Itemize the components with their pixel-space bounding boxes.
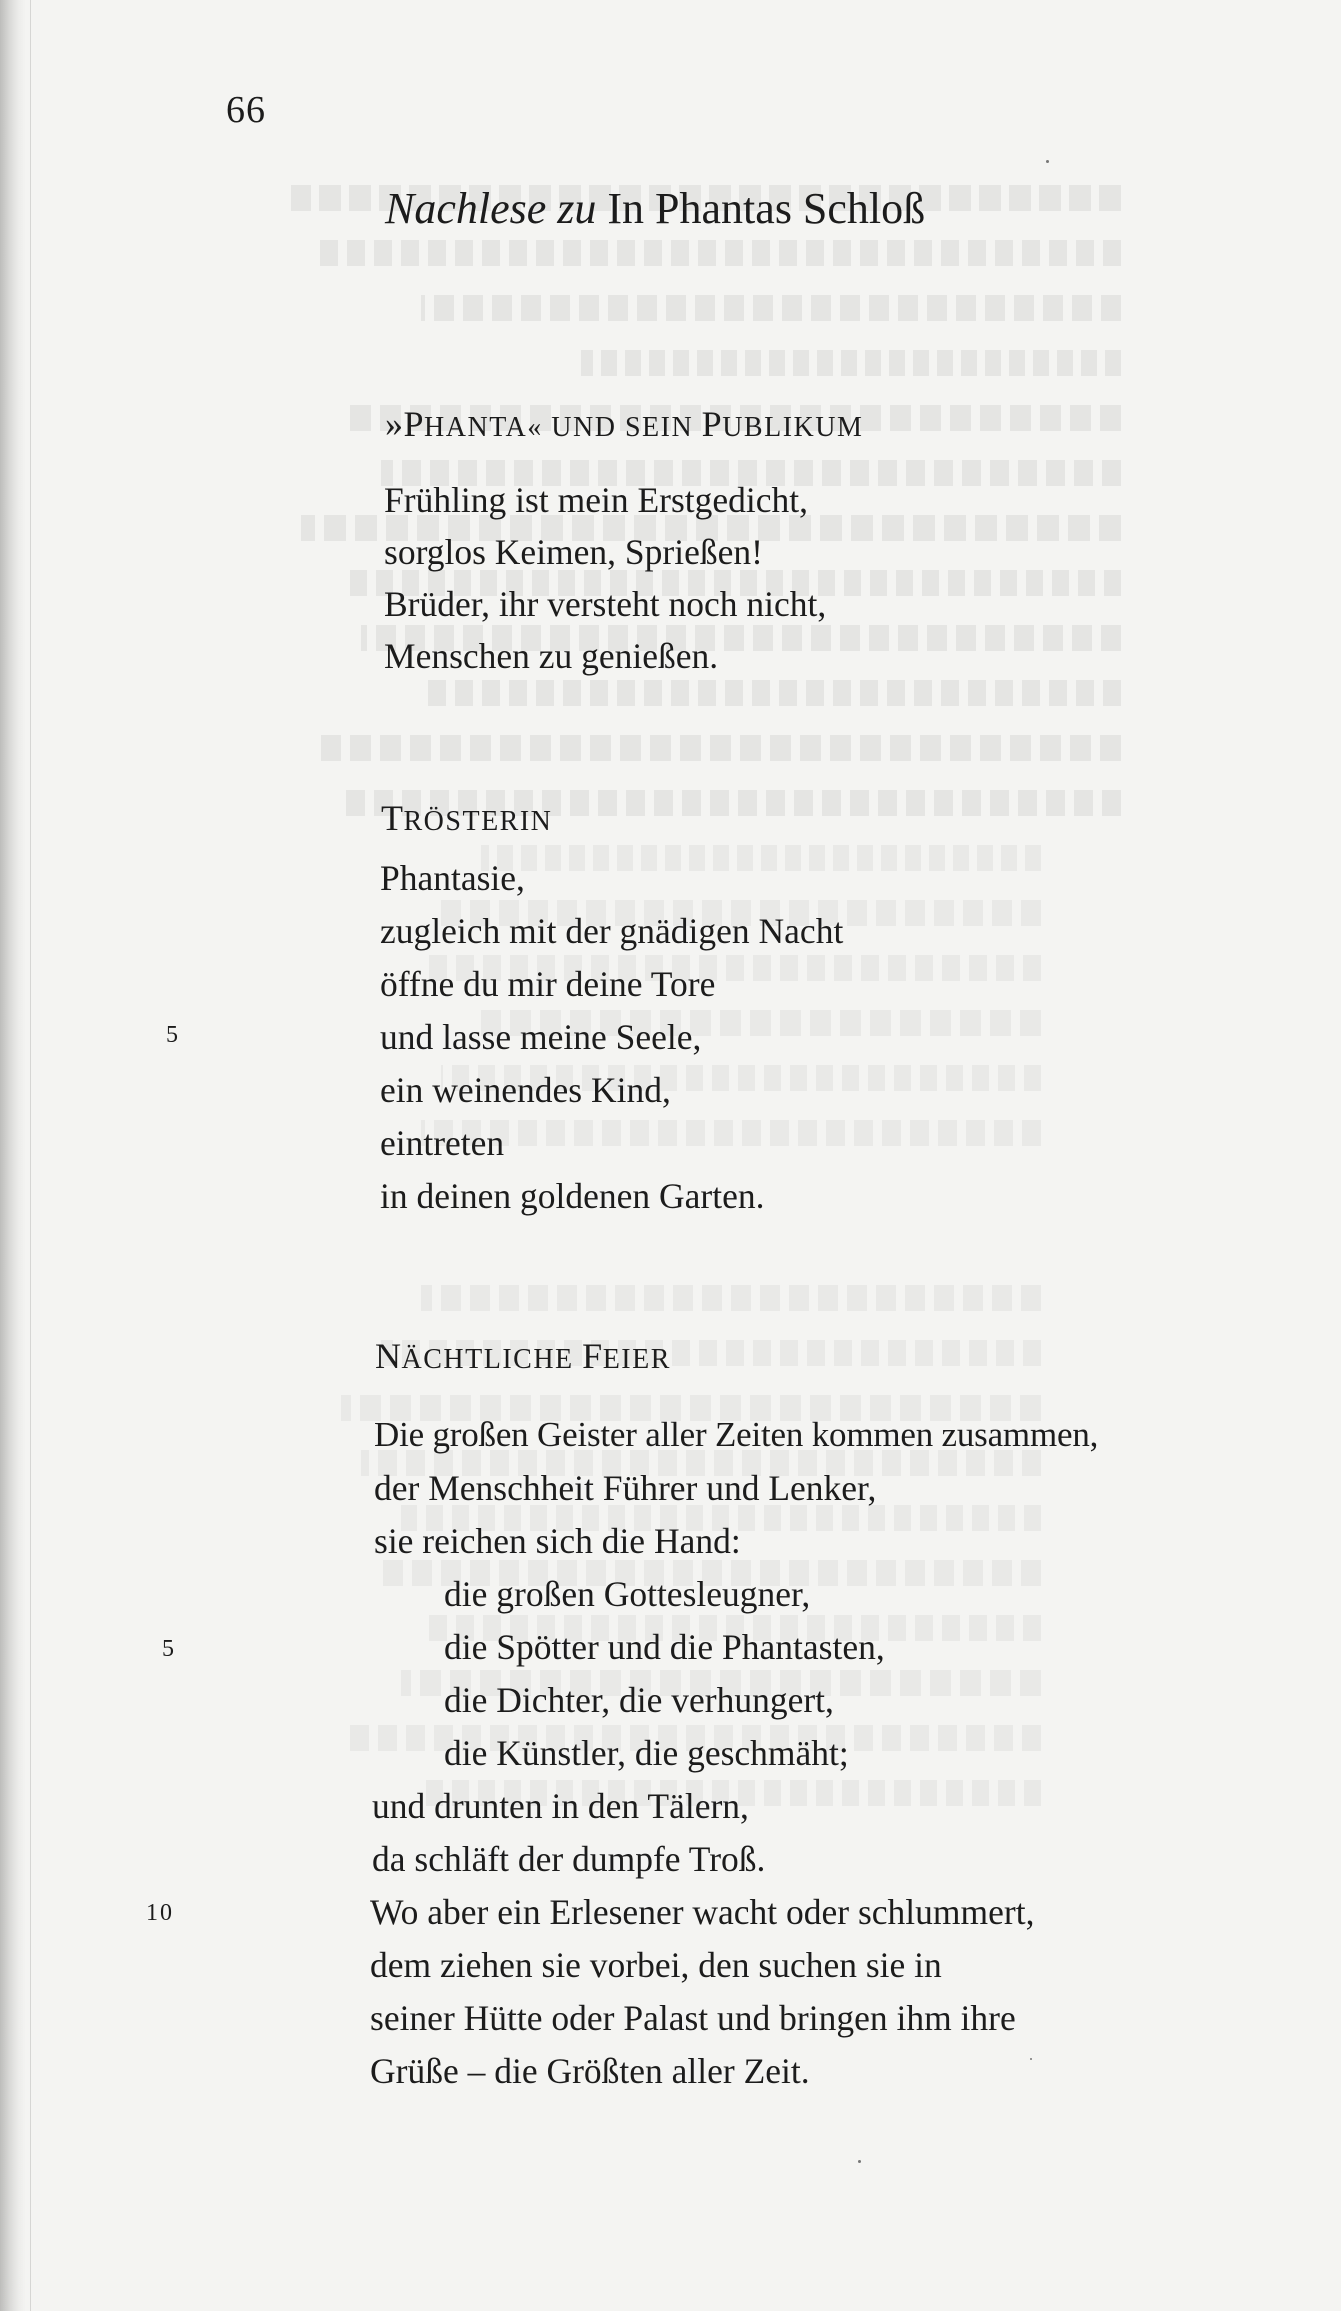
verse-line: seiner Hütte oder Palast und bringen ihm ihre	[370, 1998, 1016, 2038]
paper-speck	[1030, 2058, 1032, 2060]
verse-line-indented: die Künstler, die geschmäht;	[444, 1733, 849, 1773]
title-italic-part: Nachlese zu	[385, 184, 597, 233]
verse-line: zugleich mit der gnädigen Nacht	[380, 911, 844, 951]
verse-line: eintreten	[380, 1123, 505, 1163]
page-gutter-line	[30, 0, 31, 2311]
verse-line: Grüße – die Größten aller Zeit.	[370, 2051, 810, 2091]
verse-line: Phantasie,	[380, 858, 525, 898]
section-heading-naechtliche-feier: NÄCHTLICHE FEIER	[375, 1336, 671, 1376]
section-heading-troesterin: TRÖSTERIN	[381, 798, 553, 838]
paper-speck	[858, 2160, 861, 2163]
title-roman-part: In Phantas Schloß	[607, 184, 926, 233]
verse-line: Die großen Geister aller Zeiten kommen zusammen,	[374, 1415, 1099, 1454]
paper-speck	[1046, 160, 1049, 163]
page-title	[385, 183, 925, 234]
verse-line: ein weinendes Kind,	[380, 1070, 671, 1110]
verse-line-indented: die Spötter und die Phantasten,	[444, 1627, 885, 1667]
verse-line: Brüder, ihr versteht noch nicht,	[384, 584, 827, 624]
page-number: 66	[226, 89, 266, 131]
page-edge-shadow	[0, 0, 26, 2311]
section-heading-phanta-publikum: »PHANTA« UND SEIN PUBLIKUM	[385, 404, 864, 444]
verse-line: der Menschheit Führer und Lenker,	[374, 1468, 877, 1508]
verse-line: öffne du mir deine Tore	[380, 964, 716, 1004]
verse-line: in deinen goldenen Garten.	[380, 1176, 765, 1216]
line-number: 5	[166, 1022, 180, 1048]
verse-line: Menschen zu genießen.	[384, 636, 719, 676]
verse-line: und drunten in den Tälern,	[372, 1786, 749, 1826]
verse-line: dem ziehen sie vorbei, den suchen sie in	[370, 1945, 942, 1985]
verse-line: Wo aber ein Erlesener wacht oder schlummert,	[370, 1892, 1035, 1932]
verse-line-indented: die großen Gottesleugner,	[444, 1574, 811, 1614]
verse-line: und lasse meine Seele,	[380, 1017, 702, 1057]
verse-line-indented: die Dichter, die verhungert,	[444, 1680, 834, 1720]
verse-line: Frühling ist mein Erstgedicht,	[384, 480, 808, 520]
line-number: 10	[146, 1900, 174, 1926]
verse-line: sorglos Keimen, Sprießen!	[384, 532, 763, 572]
verse-line: sie reichen sich die Hand:	[374, 1521, 741, 1561]
line-number: 5	[162, 1636, 176, 1662]
verse-line: da schläft der dumpfe Troß.	[372, 1839, 766, 1879]
